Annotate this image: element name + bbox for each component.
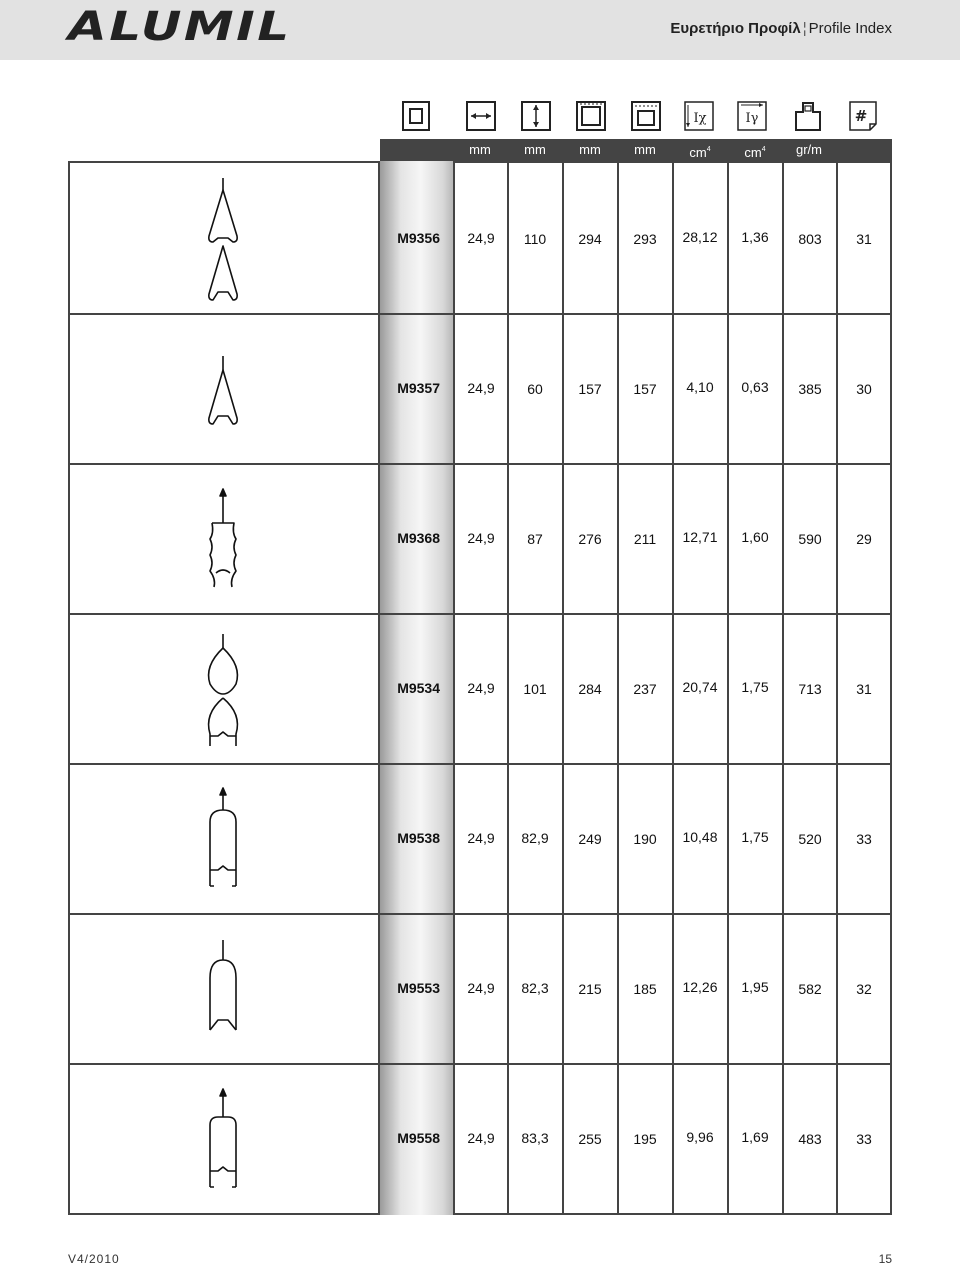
version-label: V4/2010 xyxy=(68,1252,120,1266)
table-cell: 31 xyxy=(856,681,872,697)
table-cell: 1,75 xyxy=(741,829,769,845)
table-cell: 284 xyxy=(578,681,602,697)
page-title xyxy=(670,20,892,37)
table-cell: 520 xyxy=(798,831,822,847)
inner-frame-dimension-icon xyxy=(576,100,606,132)
moment-inertia-y-icon xyxy=(737,100,767,132)
moment-inertia-x-icon xyxy=(684,100,714,132)
profile-drawing-rect-capsule xyxy=(196,1087,256,1191)
profile-drawing-double-oval xyxy=(196,632,256,750)
table-cell: 249 xyxy=(578,831,602,847)
unit-label: mm xyxy=(469,142,491,157)
table-cell: 60 xyxy=(527,381,543,397)
table-cell: 4,10 xyxy=(686,379,714,395)
table-cell: 29 xyxy=(856,531,872,547)
table-cell: 12,26 xyxy=(682,979,718,995)
table-cell: 1,95 xyxy=(741,979,769,995)
unit-superscript: 4 xyxy=(761,146,766,153)
profile-drawing-double-arrow xyxy=(196,176,256,306)
table-cell: 87 xyxy=(527,531,543,547)
unit-label: $cm^4$ xyxy=(689,145,711,160)
table-cell: 24,9 xyxy=(467,980,495,996)
grid-hline xyxy=(68,1063,892,1065)
svg-text:#: # xyxy=(854,107,868,125)
profile-drawing-wavy xyxy=(196,487,256,591)
height-dimension-icon xyxy=(521,100,551,132)
table-cell: 215 xyxy=(578,981,602,997)
table-cell: 237 xyxy=(633,681,657,697)
table-cell: 255 xyxy=(578,1131,602,1147)
table-cell: 10,48 xyxy=(682,829,718,845)
table-cell: 195 xyxy=(633,1131,657,1147)
unit-label: mm xyxy=(634,142,656,157)
unit-superscript: 4 xyxy=(706,146,711,153)
table-cell: 24,9 xyxy=(467,530,495,546)
grid-hline xyxy=(68,313,892,315)
table-cell: 190 xyxy=(633,831,657,847)
grid-hline xyxy=(68,613,892,615)
width-dimension-icon xyxy=(466,100,496,132)
grid-hline xyxy=(68,913,892,915)
table-cell: 294 xyxy=(578,231,602,247)
profile-drawing-capsule xyxy=(196,786,256,890)
table-cell: 110 xyxy=(523,231,547,247)
unit-label: mm xyxy=(524,142,546,157)
grid-hline xyxy=(68,763,892,765)
title-separator: ¦ xyxy=(802,20,807,37)
table-cell: 33 xyxy=(856,831,872,847)
profile-code: M9538 xyxy=(397,830,440,846)
table-cell: 83,3 xyxy=(521,1130,549,1146)
profile-code: M9558 xyxy=(397,1130,440,1146)
table-cell: 33 xyxy=(856,1131,872,1147)
table-cell: 211 xyxy=(633,531,657,547)
cross-section-dimension-icon xyxy=(631,100,661,132)
profile-code: M9534 xyxy=(397,680,440,696)
table-cell: 20,74 xyxy=(682,679,718,695)
table-cell: 1,75 xyxy=(741,679,769,695)
table-cell: 24,9 xyxy=(467,380,495,396)
weight-icon xyxy=(793,100,823,132)
profile-code: M9356 xyxy=(397,230,440,246)
profile-code: M9553 xyxy=(397,980,440,996)
table-cell: 590 xyxy=(798,531,822,547)
page-number-icon xyxy=(848,100,878,132)
table-cell: 185 xyxy=(633,981,657,997)
table-cell: 157 xyxy=(578,381,602,397)
profile-code: M9368 xyxy=(397,530,440,546)
column-icons-row xyxy=(0,100,960,138)
table-cell: 31 xyxy=(856,231,872,247)
table-cell: 713 xyxy=(798,681,822,697)
table-cell: 24,9 xyxy=(467,230,495,246)
table-cell: 1,69 xyxy=(741,1129,769,1145)
table-cell: 1,60 xyxy=(741,529,769,545)
outer-frame-dimension-icon xyxy=(401,100,431,132)
unit-label: mm xyxy=(579,142,601,157)
table-cell: 32 xyxy=(856,981,872,997)
table-cell: 0,63 xyxy=(741,379,769,395)
table-cell: 24,9 xyxy=(467,680,495,696)
table-cell: 385 xyxy=(798,381,822,397)
table-cell: 30 xyxy=(856,381,872,397)
profile-drawing-single-arrow xyxy=(196,354,256,434)
title-greek: Ευρετήριο Προφίλ xyxy=(670,20,801,37)
table-cell: 803 xyxy=(798,231,822,247)
table-cell: 82,9 xyxy=(521,830,549,846)
table-cell: 157 xyxy=(633,381,657,397)
svg-text:Iγ: Iγ xyxy=(745,111,759,126)
table-cell: 24,9 xyxy=(467,830,495,846)
profile-code: M9357 xyxy=(397,380,440,396)
title-english: Profile Index xyxy=(808,20,892,37)
page-number: 15 xyxy=(878,1252,892,1266)
unit-label: gr/m xyxy=(796,142,822,157)
units-header-bar xyxy=(380,139,892,161)
table-cell: 276 xyxy=(578,531,602,547)
table-cell: 293 xyxy=(633,231,657,247)
table-cell: 12,71 xyxy=(682,529,718,545)
profile-drawing-bullet xyxy=(196,938,256,1038)
table-cell: 582 xyxy=(798,981,822,997)
brand-logo: ALUMIL xyxy=(68,4,292,50)
table-cell: 101 xyxy=(523,681,547,697)
svg-text:Iχ: Iχ xyxy=(693,111,707,126)
table-cell: 24,9 xyxy=(467,1130,495,1146)
unit-label: $cm^4$ xyxy=(744,145,766,160)
table-cell: 483 xyxy=(798,1131,822,1147)
grid-hline xyxy=(68,463,892,465)
table-cell: 82,3 xyxy=(521,980,549,996)
table-cell: 28,12 xyxy=(682,229,718,245)
table-cell: 9,96 xyxy=(686,1129,714,1145)
table-cell: 1,36 xyxy=(741,229,769,245)
